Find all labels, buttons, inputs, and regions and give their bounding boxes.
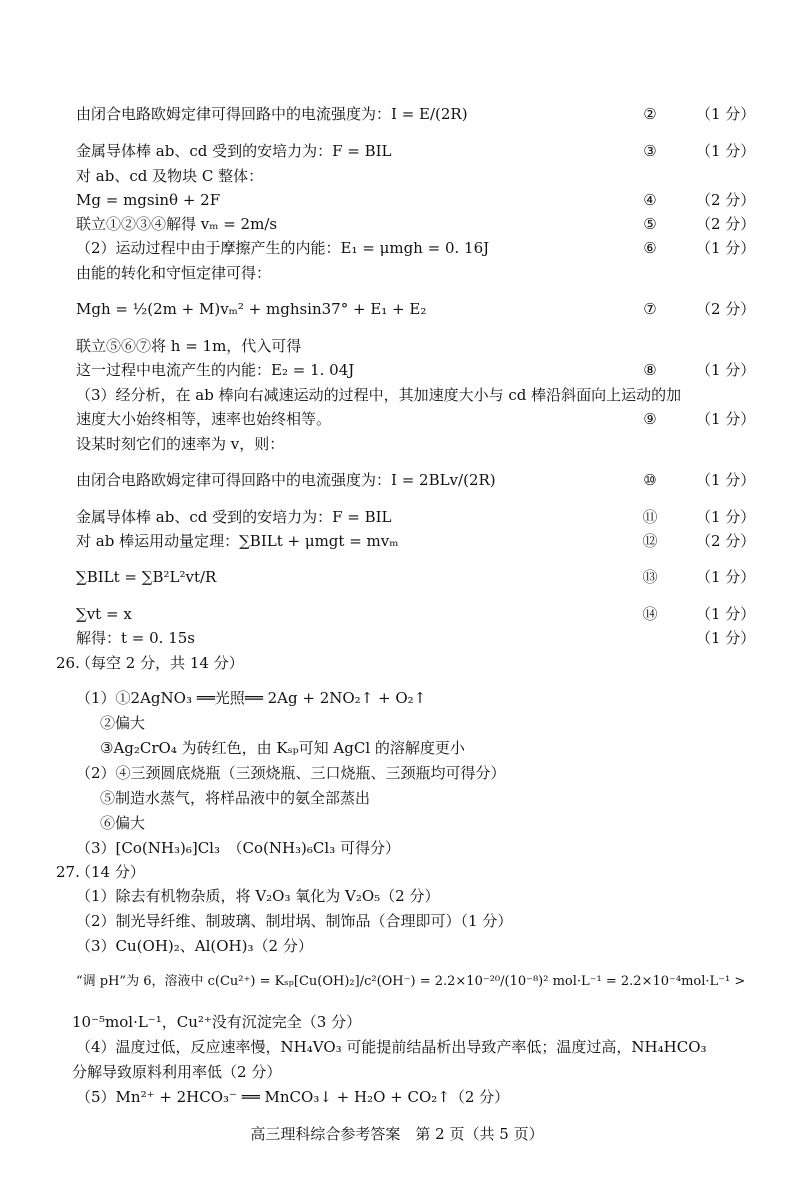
solution-line [76, 604, 756, 624]
solution-text: Mgh = ½(2m + M)vₘ² + mghsin37° + E₁ + E₂ [76, 300, 427, 318]
page-footer: 高三理科综合参考答案 第 2 页（共 5 页） [250, 1125, 544, 1143]
q27-item-7: 分解导致原料利用率低（2 分） [72, 1063, 282, 1081]
solution-text: 联立①②③④解得 vₘ = 2m/s [76, 215, 278, 233]
equation-marker: ⑩ [643, 471, 657, 489]
solution-line [76, 104, 756, 124]
solution-text: Mg = mgsinθ + 2F [76, 191, 221, 209]
score-label: （1 分） [696, 508, 756, 526]
solution-line [76, 628, 756, 648]
equation-marker: ⑧ [643, 361, 657, 379]
q27-number: 27. [56, 863, 80, 881]
solution-text: （3）经分析，在 ab 棒向右减速运动的过程中，其加速度大小与 cd 棒沿斜面向上运动的加 [76, 386, 682, 404]
solution-line [76, 507, 756, 527]
q27-item-8: （5）Mn²⁺ + 2HCO₃⁻ ══ MnCO₃↓ + H₂O + CO₂↑（2 分） [76, 1088, 510, 1106]
q26-item-7: （3）[Co(NH₃)₆]Cl₃ （Co(NH₃)₆Cl₃ 可得分） [76, 839, 400, 857]
solution-line [76, 238, 756, 258]
equation-marker: ⑬ [642, 568, 658, 586]
score-label: （1 分） [696, 568, 756, 586]
q27-item-5: 10⁻⁵mol·L⁻¹，Cu²⁺没有沉淀完全（3 分） [72, 1013, 362, 1031]
score-label: （2 分） [696, 191, 756, 209]
equation-marker: ⑭ [642, 605, 658, 623]
solution-text: 由闭合电路欧姆定律可得回路中的电流强度为：I = E/(2R) [76, 105, 468, 123]
solution-line [76, 385, 746, 405]
equation-marker: ⑥ [643, 239, 657, 257]
solution-line [76, 434, 746, 454]
q27-item-6: （4）温度过低，反应速率慢，NH₄VO₃ 可能提前结晶析出导致产率低；温度过高，NH₄HCO₃ [76, 1038, 707, 1056]
score-label: （1 分） [696, 239, 756, 257]
solution-line [76, 360, 756, 380]
solution-line [76, 470, 756, 490]
score-label: （1 分） [696, 629, 756, 647]
equation-marker: ⑤ [643, 215, 657, 233]
solution-line [76, 567, 756, 587]
q26-item-4: （2）④三颈圆底烧瓶（三颈烧瓶、三口烧瓶、三颈瓶均可得分） [76, 764, 506, 782]
q26-item-2: ②偏大 [100, 714, 146, 732]
q26-item-5: ⑤制造水蒸气，将样品液中的氨全部蒸出 [100, 789, 371, 807]
q27-heading: （14 分） [76, 863, 145, 881]
solution-text: 速度大小始终相等，速率也始终相等。 [76, 410, 332, 428]
q26-number: 26. [56, 654, 80, 672]
solution-line [76, 141, 756, 161]
solution-text: 金属导体棒 ab、cd 受到的安培力为：F = BIL [76, 508, 392, 526]
equation-marker: ⑫ [642, 532, 658, 550]
solution-line [76, 166, 746, 186]
solution-line [76, 263, 746, 283]
solution-line [76, 214, 756, 234]
score-label: （2 分） [696, 532, 756, 550]
solution-line [76, 190, 756, 210]
solution-text: 由闭合电路欧姆定律可得回路中的电流强度为：I = 2BLv/(2R) [76, 471, 496, 489]
solution-line [76, 531, 756, 551]
score-label: （1 分） [696, 605, 756, 623]
score-label: （1 分） [696, 410, 756, 428]
solution-text: 由能的转化和守恒定律可得： [76, 264, 272, 282]
solution-text: 设某时刻它们的速率为 v，则： [76, 435, 285, 453]
solution-line [76, 409, 756, 429]
equation-marker: ④ [643, 191, 657, 209]
solution-text: 解得：t = 0. 15s [76, 629, 195, 647]
solution-text: ∑vt = x [76, 605, 132, 623]
score-label: （1 分） [696, 361, 756, 379]
solution-text: 联立⑤⑥⑦将 h = 1m，代入可得 [76, 337, 302, 355]
q27-item-3: （3）Cu(OH)₂、Al(OH)₃（2 分） [76, 937, 313, 955]
solution-text: 金属导体棒 ab、cd 受到的安培力为：F = BIL [76, 142, 392, 160]
score-label: （2 分） [696, 215, 756, 233]
solution-text: 对 ab 棒运用动量定理：∑BILt + μmgt = mvₘ [76, 532, 399, 550]
solution-line [76, 299, 756, 319]
score-label: （2 分） [696, 300, 756, 318]
q27-item-1: （1）除去有机物杂质，将 V₂O₃ 氧化为 V₂O₅（2 分） [76, 887, 440, 905]
equation-marker: ③ [643, 142, 657, 160]
score-label: （1 分） [696, 142, 756, 160]
q27-item-2: （2）制光导纤维、制玻璃、制坩埚、制饰品（合理即可）（1 分） [76, 912, 513, 930]
equation-marker: ⑨ [643, 410, 657, 428]
solution-text: ∑BILt = ∑B²L²vt/R [76, 568, 217, 586]
solution-text: 这一过程中电流产生的内能：E₂ = 1. 04J [76, 361, 355, 379]
q26-item-3: ③Ag₂CrO₄ 为砖红色，由 Kₛₚ可知 AgCl 的溶解度更小 [100, 739, 465, 757]
q27-item-4: “调 pH”为 6，溶液中 c(Cu²⁺) = Kₛₚ[Cu(OH)₂]/c²(OH⁻) = 2.2×10⁻²⁰/(10⁻⁸)² mol·L⁻¹ = 2.2×10⁻⁴mol·L⁻¹ > [76, 974, 746, 989]
q26-item-1: （1）①2AgNO₃ ══光照══ 2Ag + 2NO₂↑ + O₂↑ [76, 689, 427, 707]
equation-marker: ⑪ [642, 508, 658, 526]
solution-text: （2）运动过程中由于摩擦产生的内能：E₁ = μmgh = 0. 16J [76, 239, 490, 257]
q26-item-6: ⑥偏大 [100, 814, 146, 832]
solution-text: 对 ab、cd 及物块 C 整体： [76, 167, 264, 185]
q26-heading: （每空 2 分，共 14 分） [76, 654, 244, 672]
equation-marker: ② [643, 105, 657, 123]
solution-line [76, 336, 746, 356]
score-label: （1 分） [696, 471, 756, 489]
equation-marker: ⑦ [643, 300, 657, 318]
score-label: （1 分） [696, 105, 756, 123]
